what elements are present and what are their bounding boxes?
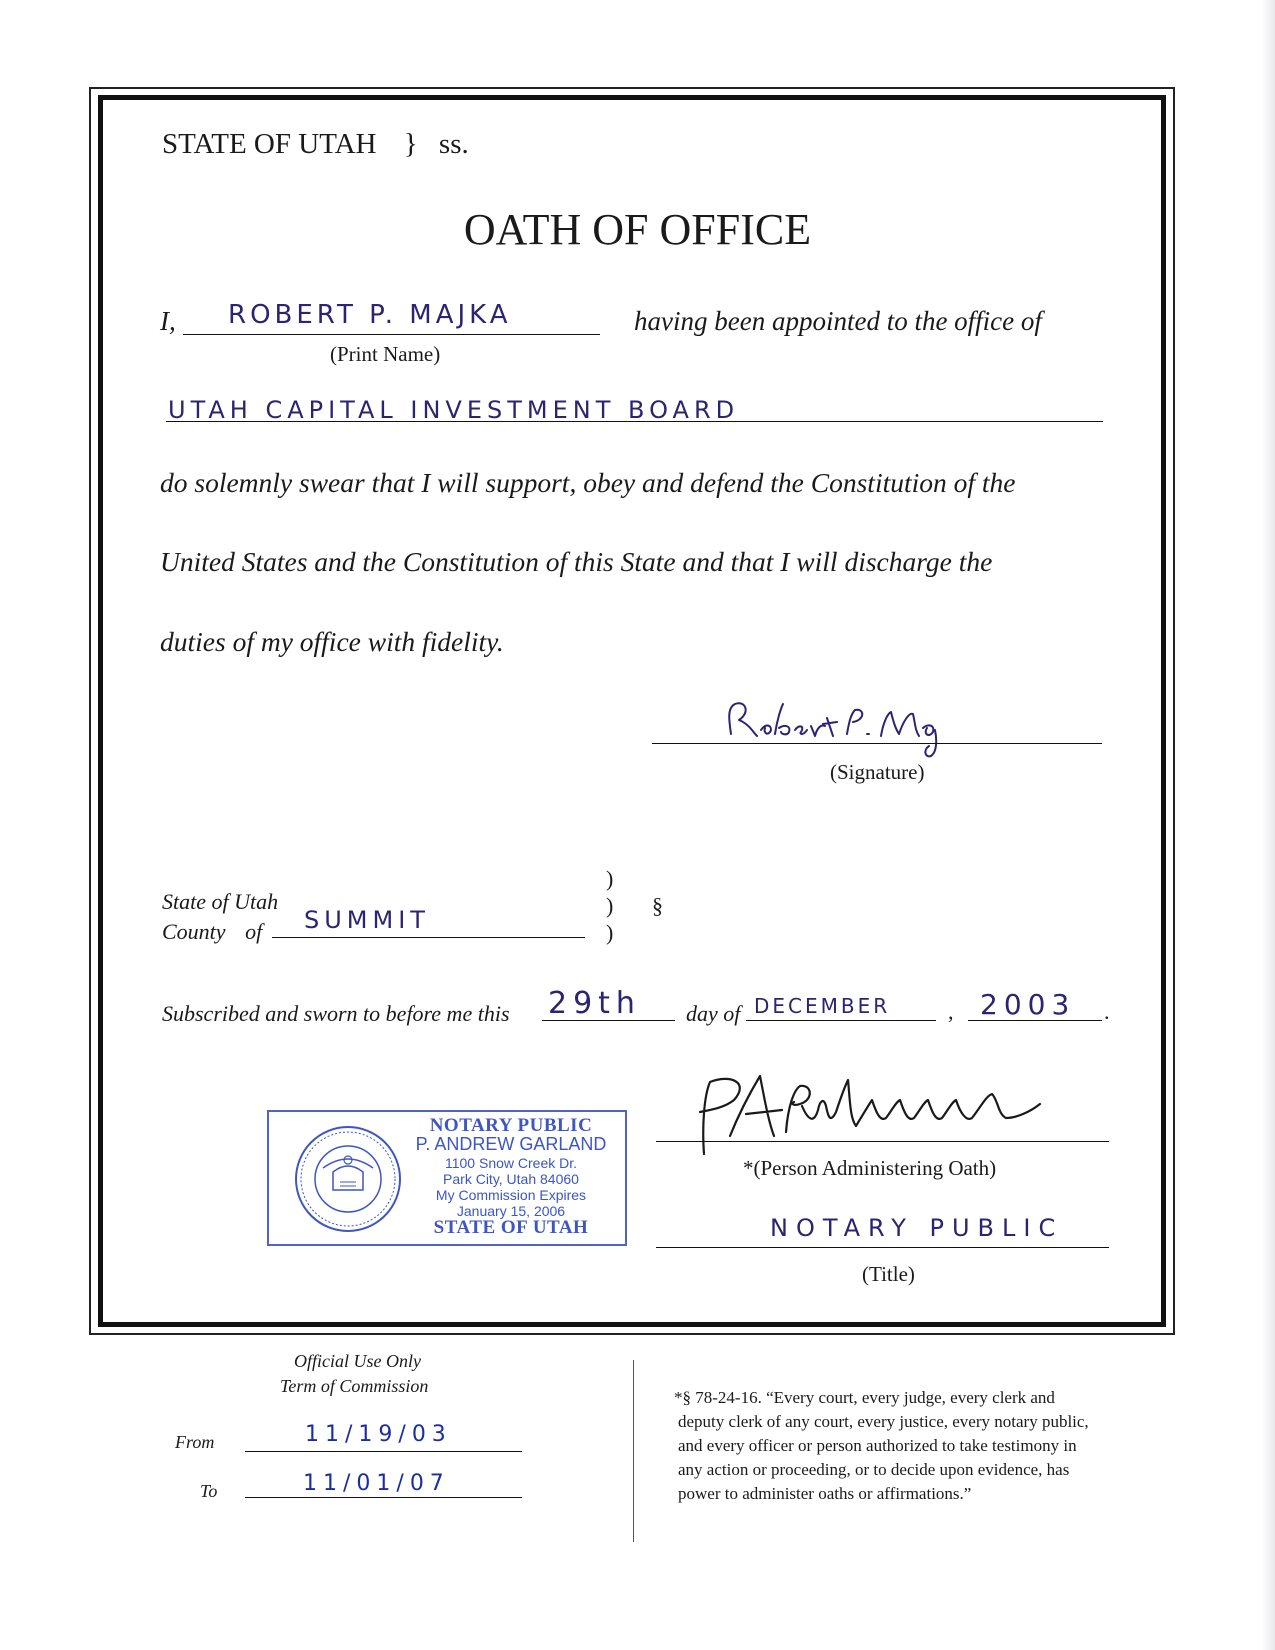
sworn-comma: ,	[948, 999, 954, 1024]
venue-state-label: State of Utah	[162, 889, 279, 914]
administrator-label: *(Person Administering Oath)	[743, 1156, 997, 1180]
footnote-line-3: and every officer or person authorized to take testimony in	[678, 1436, 1077, 1455]
sworn-year-line	[968, 1020, 1102, 1021]
sworn-prefix: Subscribed and sworn to before me this	[162, 1001, 510, 1026]
from-date-handwritten: 11/19/03	[305, 1422, 452, 1447]
from-label: From	[175, 1432, 215, 1452]
administrator-signature	[690, 1066, 1100, 1156]
appointee-name-handwritten: ROBERT P. MAJKA	[228, 300, 512, 330]
to-label: To	[200, 1481, 218, 1501]
stamp-expires-date: January 15, 2006	[456, 1203, 566, 1219]
footnote-line-2: deputy clerk of any court, every justice, every notary public,	[678, 1412, 1089, 1431]
title-label: (Title)	[862, 1262, 915, 1286]
ss-abbrev: ss.	[438, 128, 469, 160]
stamp-city: Park City, Utah 84060	[443, 1171, 579, 1187]
appointed-text: having been appointed to the office of	[634, 306, 1042, 336]
county-of: of	[245, 919, 263, 944]
oath-prefix: I,	[160, 306, 176, 336]
to-date-handwritten: 11/01/07	[303, 1471, 450, 1496]
print-name-line	[183, 334, 600, 335]
footnote-line-5: power to administer oaths or affirmations.”	[678, 1484, 972, 1503]
venue-paren-1: )	[606, 866, 614, 891]
state-heading	[162, 128, 469, 161]
footer-divider	[633, 1360, 634, 1542]
state-seal-icon	[293, 1124, 403, 1234]
to-line	[245, 1497, 522, 1498]
sworn-day-line	[542, 1020, 675, 1021]
sworn-month-handwritten: DECEMBER	[754, 994, 891, 1018]
state-brace: }	[403, 128, 418, 160]
office-handwritten: UTAH CAPITAL INVESTMENT BOARD	[168, 396, 740, 424]
signature-line	[652, 743, 1102, 744]
footnote-line-1: *§ 78-24-16. “Every court, every judge, every clerk and	[674, 1388, 1055, 1407]
stamp-text	[401, 1115, 621, 1238]
stamp-state: STATE OF UTAH	[433, 1217, 589, 1238]
document-title: OATH OF OFFICE	[463, 205, 812, 254]
oath-text-line-1: do solemnly swear that I will support, obey and defend the Constitution of the	[160, 467, 1016, 498]
signature-label: (Signature)	[830, 760, 925, 784]
oath-text-line-3: duties of my office with fidelity.	[160, 626, 504, 657]
footnote-line-4: any action or proceeding, or to decide upon evidence, has	[678, 1460, 1070, 1479]
notary-stamp	[267, 1110, 627, 1246]
stamp-notary-name: P. ANDREW GARLAND	[415, 1134, 607, 1154]
venue-county-label	[162, 919, 262, 945]
administrator-signature-line	[656, 1141, 1109, 1142]
county-line	[272, 937, 585, 938]
state-heading-text: STATE OF UTAH	[162, 128, 377, 160]
title-line	[656, 1247, 1109, 1248]
term-of-commission-heading: Term of Commission	[280, 1376, 429, 1396]
oath-text-line-2: United States and the Constitution of this State and that I will discharge the	[160, 546, 993, 577]
sworn-month-line	[746, 1020, 936, 1021]
title-handwritten: NOTARY PUBLIC	[770, 1214, 1064, 1242]
appointee-signature	[715, 690, 975, 760]
official-use-heading: Official Use Only	[294, 1351, 421, 1371]
sworn-period: .	[1104, 999, 1110, 1024]
stamp-address: 1100 Snow Creek Dr.	[444, 1155, 578, 1171]
sworn-day-handwritten: 29th	[548, 986, 641, 1021]
stamp-expires-label: My Commission Expires	[435, 1187, 587, 1203]
from-line	[245, 1451, 522, 1452]
sworn-day-of: day of	[686, 1001, 741, 1026]
section-symbol: §	[652, 893, 663, 918]
print-name-label: (Print Name)	[330, 342, 441, 366]
office-line	[166, 421, 1103, 422]
county-handwritten: SUMMIT	[304, 906, 430, 934]
sworn-year-handwritten: 2003	[980, 988, 1076, 1021]
venue-paren-2: )	[606, 893, 614, 918]
venue-paren-3: )	[606, 920, 614, 945]
stamp-notary-public: NOTARY PUBLIC	[429, 1115, 593, 1136]
county-word: County	[162, 919, 226, 944]
